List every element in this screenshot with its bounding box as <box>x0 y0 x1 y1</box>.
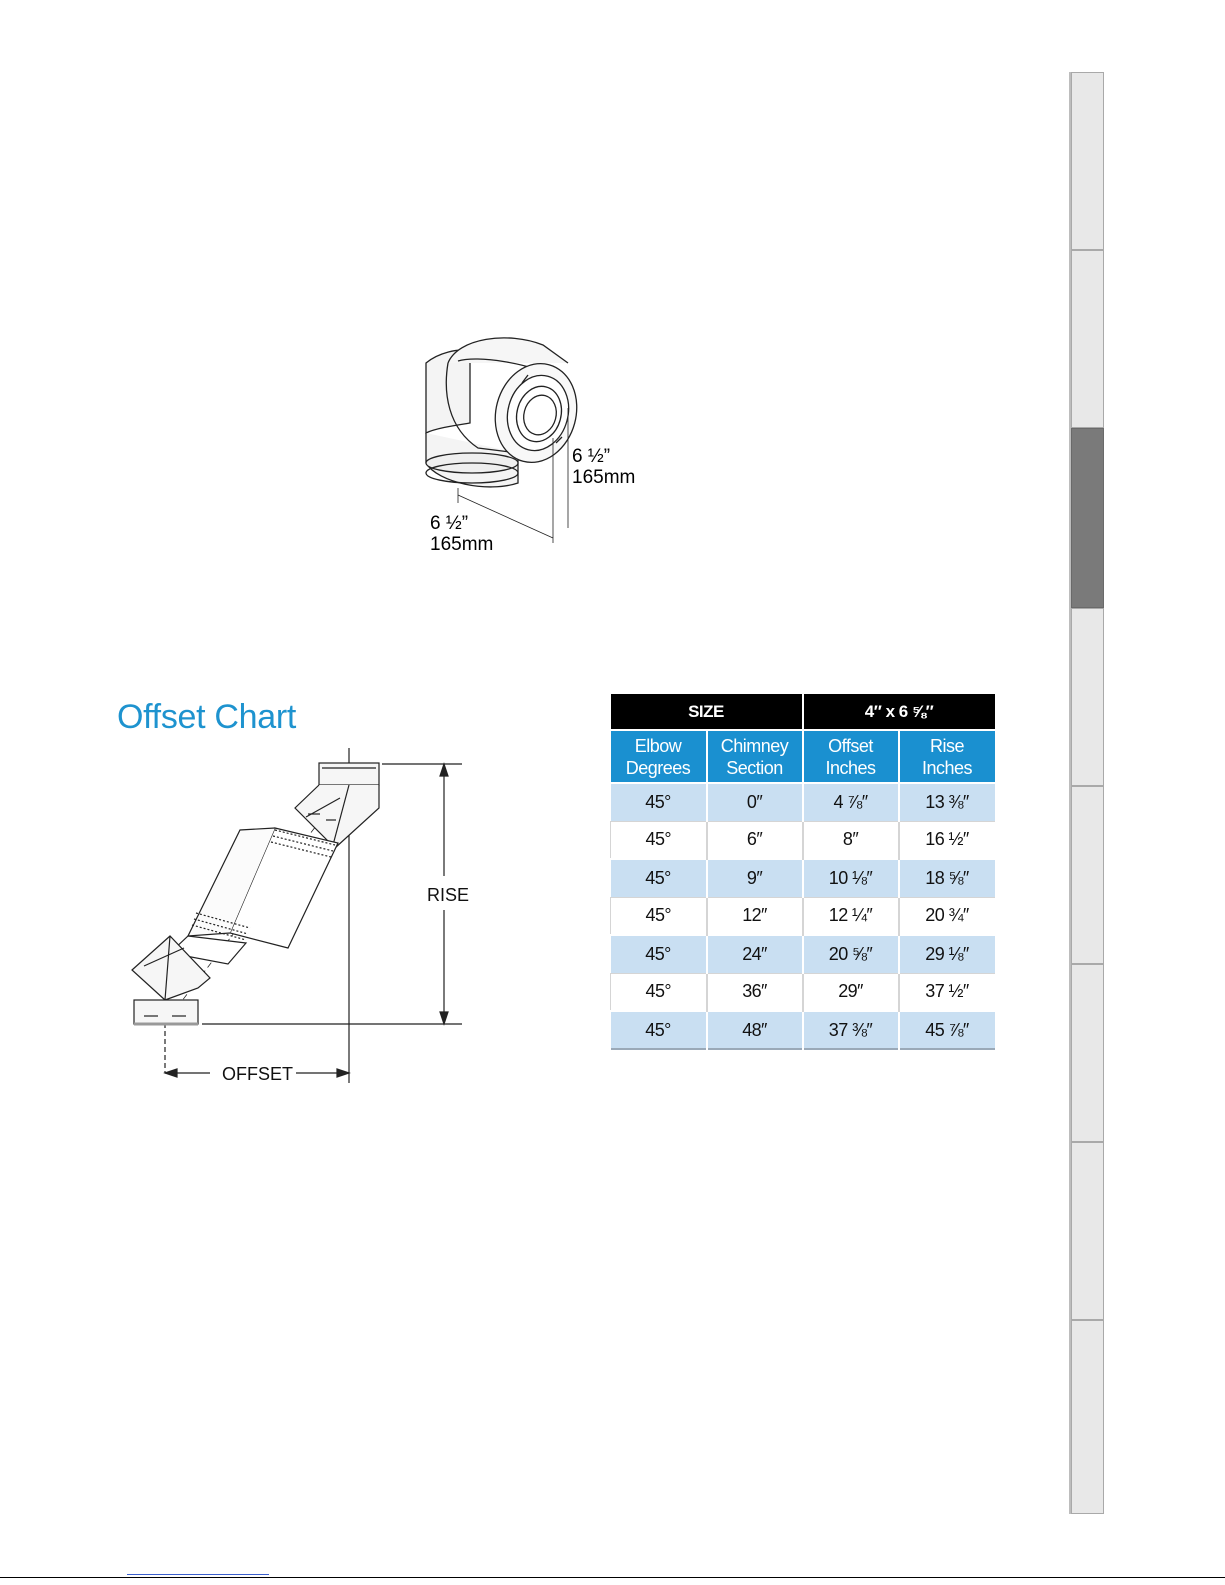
rise-label: RISE <box>427 885 470 905</box>
cell-offset: 29″ <box>803 973 899 1011</box>
elbow-illustration <box>418 333 658 573</box>
cell-chimney: 12″ <box>707 897 803 935</box>
cell-elbow: 45° <box>611 973 707 1011</box>
cell-elbow: 45° <box>611 897 707 935</box>
table-row <box>611 821 995 859</box>
cell-chimney: 6″ <box>707 821 803 859</box>
size-row <box>611 694 995 730</box>
cell-offset: 8″ <box>803 821 899 859</box>
cell-rise: 18 ⅝″ <box>899 859 995 897</box>
cell-offset: 20 ⅝″ <box>803 935 899 973</box>
offset-chart-title: Offset Chart <box>117 698 297 736</box>
elbow-width-inches: 6 ½” <box>430 513 469 534</box>
cell-chimney: 48″ <box>707 1011 803 1049</box>
cell-offset: 4 ⅞″ <box>803 783 899 821</box>
section-tab-7[interactable] <box>1071 1142 1104 1320</box>
section-tab-6[interactable] <box>1071 964 1104 1142</box>
cell-rise: 20 ¾″ <box>899 897 995 935</box>
cell-elbow: 45° <box>611 1011 707 1049</box>
section-tab-8[interactable] <box>1071 1320 1104 1514</box>
cell-elbow: 45° <box>611 935 707 973</box>
section-tabs <box>1071 72 1104 1514</box>
cell-rise: 37 ½″ <box>899 973 995 1011</box>
header-offset-inches: Offset Inches <box>803 730 899 783</box>
cell-chimney: 36″ <box>707 973 803 1011</box>
section-tab-1[interactable] <box>1071 72 1104 250</box>
cell-elbow: 45° <box>611 821 707 859</box>
offset-diagram <box>110 748 490 1093</box>
section-tab-4[interactable] <box>1071 608 1104 786</box>
table-row <box>611 783 995 821</box>
header-chimney-section: Chimney Section <box>707 730 803 783</box>
cell-offset: 37 ⅜″ <box>803 1011 899 1049</box>
header-rise-inches: Rise Inches <box>899 730 995 783</box>
column-header-row <box>611 730 995 783</box>
cell-elbow: 45° <box>611 859 707 897</box>
cell-chimney: 24″ <box>707 935 803 973</box>
cell-offset: 10 ⅛″ <box>803 859 899 897</box>
table-row <box>611 859 995 897</box>
size-label: SIZE <box>611 694 803 730</box>
section-tab-2[interactable] <box>1071 250 1104 428</box>
elbow-width-dim <box>430 513 493 555</box>
elbow-width-mm: 165mm <box>430 534 494 555</box>
table-row <box>611 973 995 1011</box>
table-row <box>611 897 995 935</box>
elbow-height-inches: 6 ½” <box>572 446 611 467</box>
section-tab-5[interactable] <box>1071 786 1104 964</box>
offset-table <box>610 694 995 1050</box>
cell-chimney: 0″ <box>707 783 803 821</box>
elbow-height-dim <box>572 446 635 488</box>
elbow-height-mm: 165mm <box>572 467 636 488</box>
footer-link-underline[interactable] <box>127 1574 269 1575</box>
cell-elbow: 45° <box>611 783 707 821</box>
cell-rise: 29 ⅛″ <box>899 935 995 973</box>
table-row <box>611 1011 995 1049</box>
footer-rule <box>0 1577 1225 1578</box>
header-elbow-degrees: Elbow Degrees <box>611 730 707 783</box>
offset-label: OFFSET <box>222 1064 293 1084</box>
section-tab-3-active[interactable] <box>1071 428 1104 608</box>
table-row <box>611 935 995 973</box>
size-value: 4″ x 6 ⅝″ <box>803 694 995 730</box>
cell-rise: 16 ½″ <box>899 821 995 859</box>
cell-rise: 13 ⅜″ <box>899 783 995 821</box>
cell-rise: 45 ⅞″ <box>899 1011 995 1049</box>
cell-offset: 12 ¼″ <box>803 897 899 935</box>
cell-chimney: 9″ <box>707 859 803 897</box>
